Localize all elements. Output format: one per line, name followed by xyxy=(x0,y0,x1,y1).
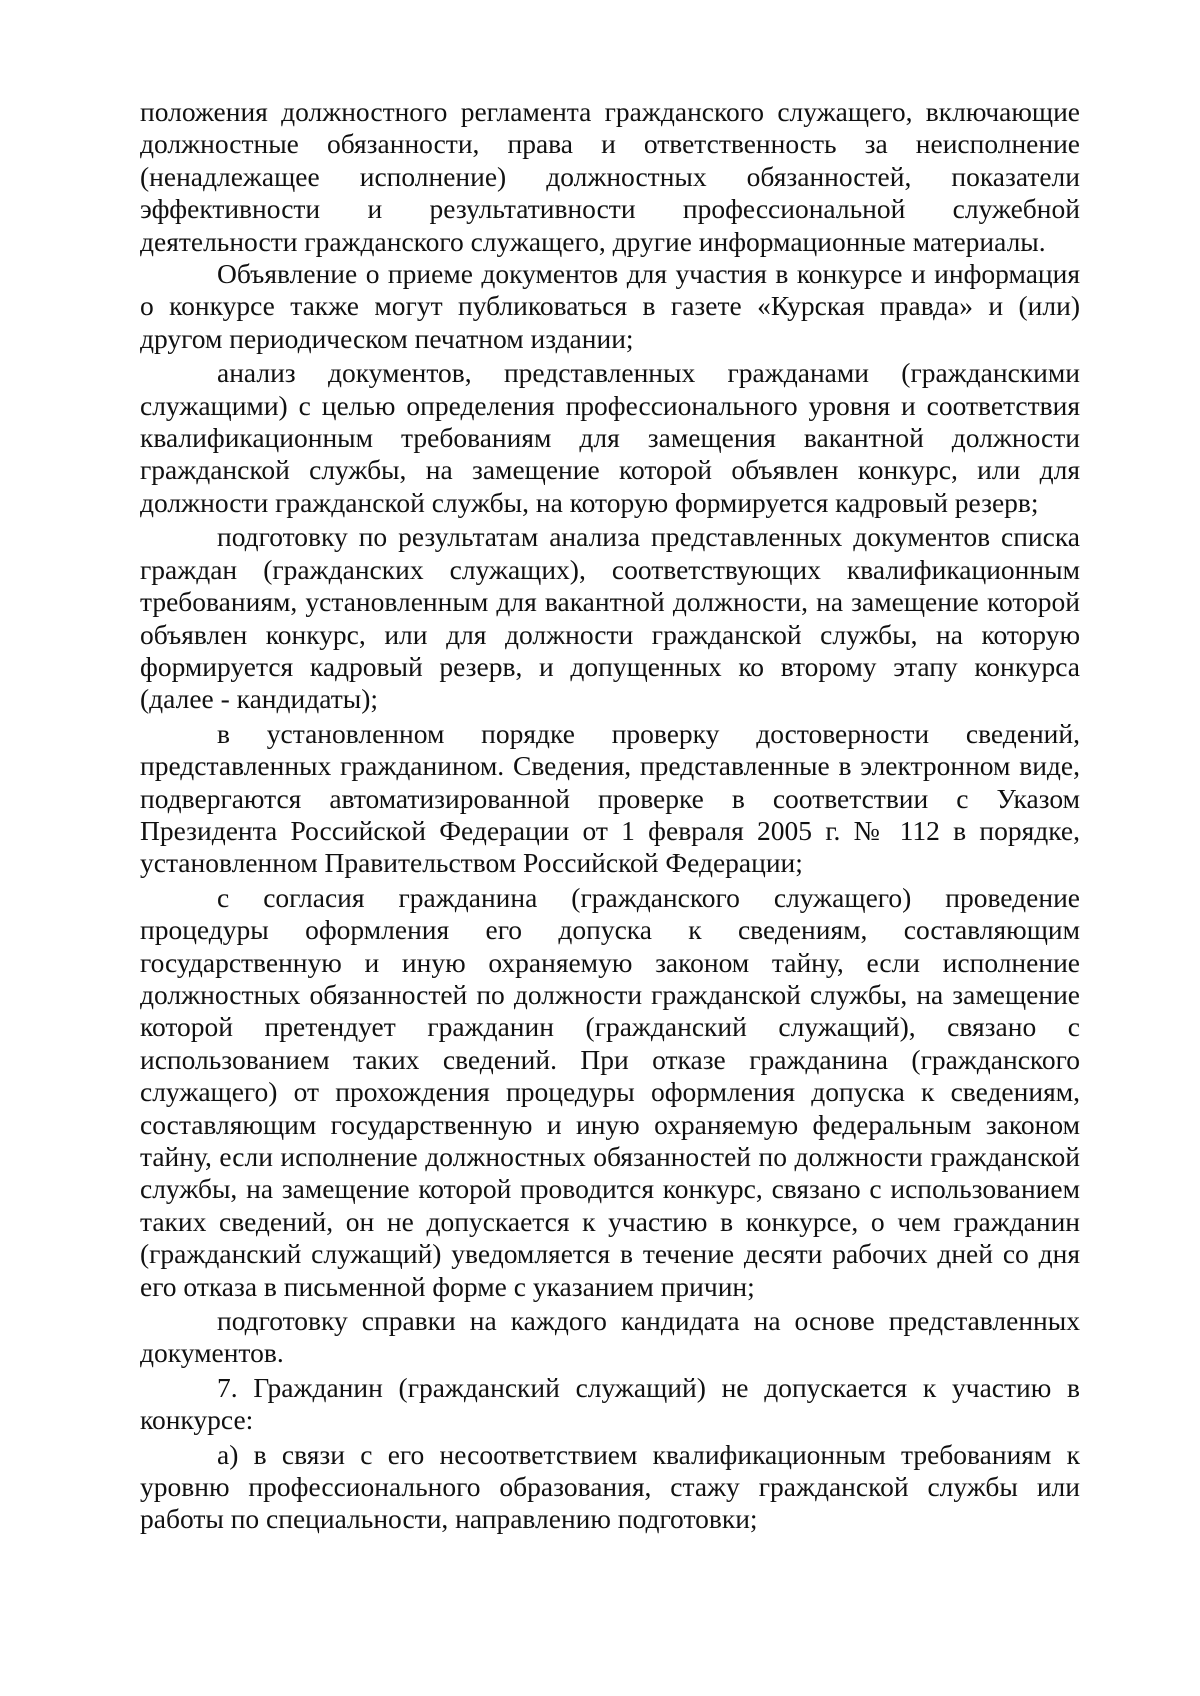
paragraph-verification: в установленном порядке проверку достоверности сведений, представленных гражданином. Сведения, представленные в электронном виде, подвергаются автоматизированной проверке в соответствии с Указом Президента Российской Федерации от 1 февраля 2005 г. № 112 в порядке, установленном Правительством Российской Федерации; xyxy=(140,717,1080,879)
paragraph-item-a: а) в связи с его несоответствием квалификационным требованиям к уровню профессионального образования, стажу гражданской службы или работы по специальности, направлению подготовки; xyxy=(140,1438,1080,1535)
document-page xyxy=(140,96,1080,1536)
paragraph-candidate-list: подготовку по результатам анализа представленных документов списка граждан (гражданских служащих), соответствующих квалификационным требованиям, установленным для вакантной должности, на замещение которой объявлен конкурс, или для должности гражданской службы, на которую формируется кадровый резерв, и допущенных ко второму этапу конкурса (далее - кандидаты); xyxy=(140,521,1080,715)
paragraph-document-analysis: анализ документов, представленных гражданами (гражданскими служащими) с целью определения профессионального уровня и соответствия квалификационным требованиям для замещения вакантной должности гражданской службы, на замещение которой объявлен конкурс, или для должности гражданской службы, на которую формируется кадровый резерв; xyxy=(140,357,1080,518)
paragraph-section-7: 7. Гражданин (гражданский служащий) не допускается к участию в конкурсе: xyxy=(140,1371,1080,1436)
paragraph-regulation-provisions: положения должностного регламента гражданского служащего, включающие должностные обязанности, права и ответственность за неисполнение (ненадлежащее исполнение) должностных обязанностей, показатели эффективности и результативности профессиональной служебной деятельности гражданского служащего, другие информационные материалы. xyxy=(140,96,1080,257)
paragraph-announcement-publication: Объявление о приеме документов для участия в конкурсе и информация о конкурсе также могут публиковаться в газете «Курская правда» и (или) другом периодическом печатном издании; xyxy=(140,258,1080,354)
paragraph-security-clearance: с согласия гражданина (гражданского служащего) проведение процедуры оформления его допуска к сведениям, составляющим государственную и иную охраняемую законом тайну, если исполнение должностных обязанностей по должности гражданской службы, на замещение которой претендует гражданин (гражданский служащий), связано с использованием таких сведений. При отказе гражданина (гражданского служащего) от прохождения процедуры оформления допуска к сведениям, составляющим государственную и иную охраняемую федеральным законом тайну, если исполнение должностных обязанностей по должности гражданской службы, на замещение которой проводится конкурс, связано с использованием таких сведений, он не допускается к участию в конкурсе, о чем гражданин (гражданский служащий) уведомляется в течение десяти рабочих дней со дня его отказа в письменной форме с указанием причин; xyxy=(140,881,1080,1302)
paragraph-candidate-reference: подготовку справки на каждого кандидата на основе представленных документов. xyxy=(140,1305,1080,1369)
